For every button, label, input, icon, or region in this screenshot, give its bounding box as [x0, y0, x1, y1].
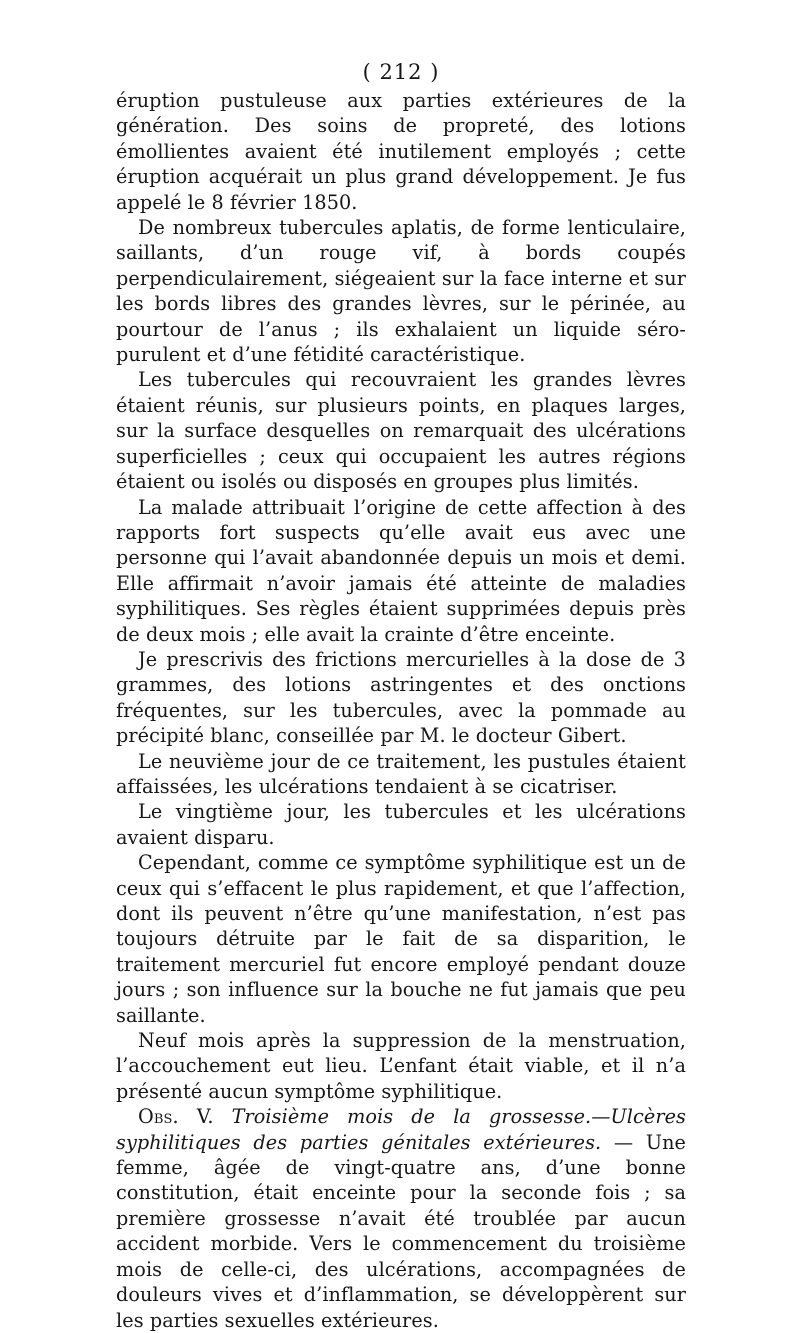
paragraph-9: Neuf mois après la suppression de la menstruation, l’accouchement eut lieu. L’enfant était viable, et il n’a présenté aucun symptôme syphilitique. — [116, 1029, 686, 1103]
observation-paragraph — [116, 1104, 686, 1333]
paragraph-5: Je prescrivis des frictions mercurielles à la dose de 3 grammes, des lotions astringentes et des onctions fréquentes, sur les tubercules, avec la pommade au précipité blanc, conseillée par M. le docteur Gibert. — [116, 647, 686, 748]
paragraph-3: Les tubercules qui recouvraient les grandes lèvres étaient réunis, sur plusieurs points, en plaques larges, sur la surface desquelles on remarquait des ulcérations superficielles ; ceux qui occupaient les autres régions étaient ou isolés ou disposés en groupes plus limités. — [116, 368, 686, 494]
observation-text: Une femme, âgée de vingt-quatre ans, d’une bonne constitution, était enceinte pour la seconde fois ; sa première grossesse n’avait été troublée par aucun accident morbide. Vers le commencement du troisième mois de celle-ci, des ulcérations, accompagnées de douleurs vives et d’inflammation, se développèrent sur les parties sexuelles extérieures. — [116, 1130, 686, 1332]
observation-title: Troisième mois de la grossesse.—Ulcères syphilitiques des parties génitales extérieures. — [116, 1105, 686, 1154]
paragraph-4: La malade attribuait l’origine de cette affection à des rapports fort suspects qu’elle avait eus avec une personne qui l’avait abandonnée depuis un mois et demi. Elle affirmait n’avoir jamais été atteinte de maladies syphilitiques. Ses règles étaient supprimées depuis près de deux mois ; elle avait la crainte d’être enceinte. — [116, 495, 686, 646]
paragraph-8: Cependant, comme ce symptôme syphilitique est un de ceux qui s’effacent le plus rapidement, et que l’affection, dont ils peuvent n’être qu’une manifestation, n’est pas toujours détruite par le fait de sa disparition, le traitement mercuriel fut encore employé pendant douze jours ; son influence sur la bouche ne fut jamais que peu saillante. — [116, 851, 686, 1027]
observation-label: Obs. V. — [138, 1105, 214, 1129]
paragraph-7: Le vingtième jour, les tubercules et les ulcérations avaient disparu. — [116, 800, 686, 849]
paragraph-6: Le neuvième jour de ce traitement, les pustules étaient affaissées, les ulcérations tendaient à se cicatriser. — [116, 749, 686, 798]
paragraph-1: éruption pustuleuse aux parties extérieures de la génération. Des soins de propreté, des lotions émollientes avaient été inutilement employés ; cette éruption acquérait un plus grand développement. Je fus appelé le 8 février 1850. — [116, 89, 686, 214]
book-page — [116, 56, 686, 1333]
paragraph-2: De nombreux tubercules aplatis, de forme lenticulaire, saillants, d’un rouge vif, à bords coupés perpendiculairement, siégeaient sur la face interne et sur les bords libres des grandes lèvres, sur le périnée, au pourtour de l’anus ; ils exhalaient un liquide séro-purulent et d’une fétidité caractéristique. — [116, 216, 686, 367]
observation-dash: — — [601, 1130, 646, 1154]
page-number: ( 212 ) — [362, 60, 440, 84]
